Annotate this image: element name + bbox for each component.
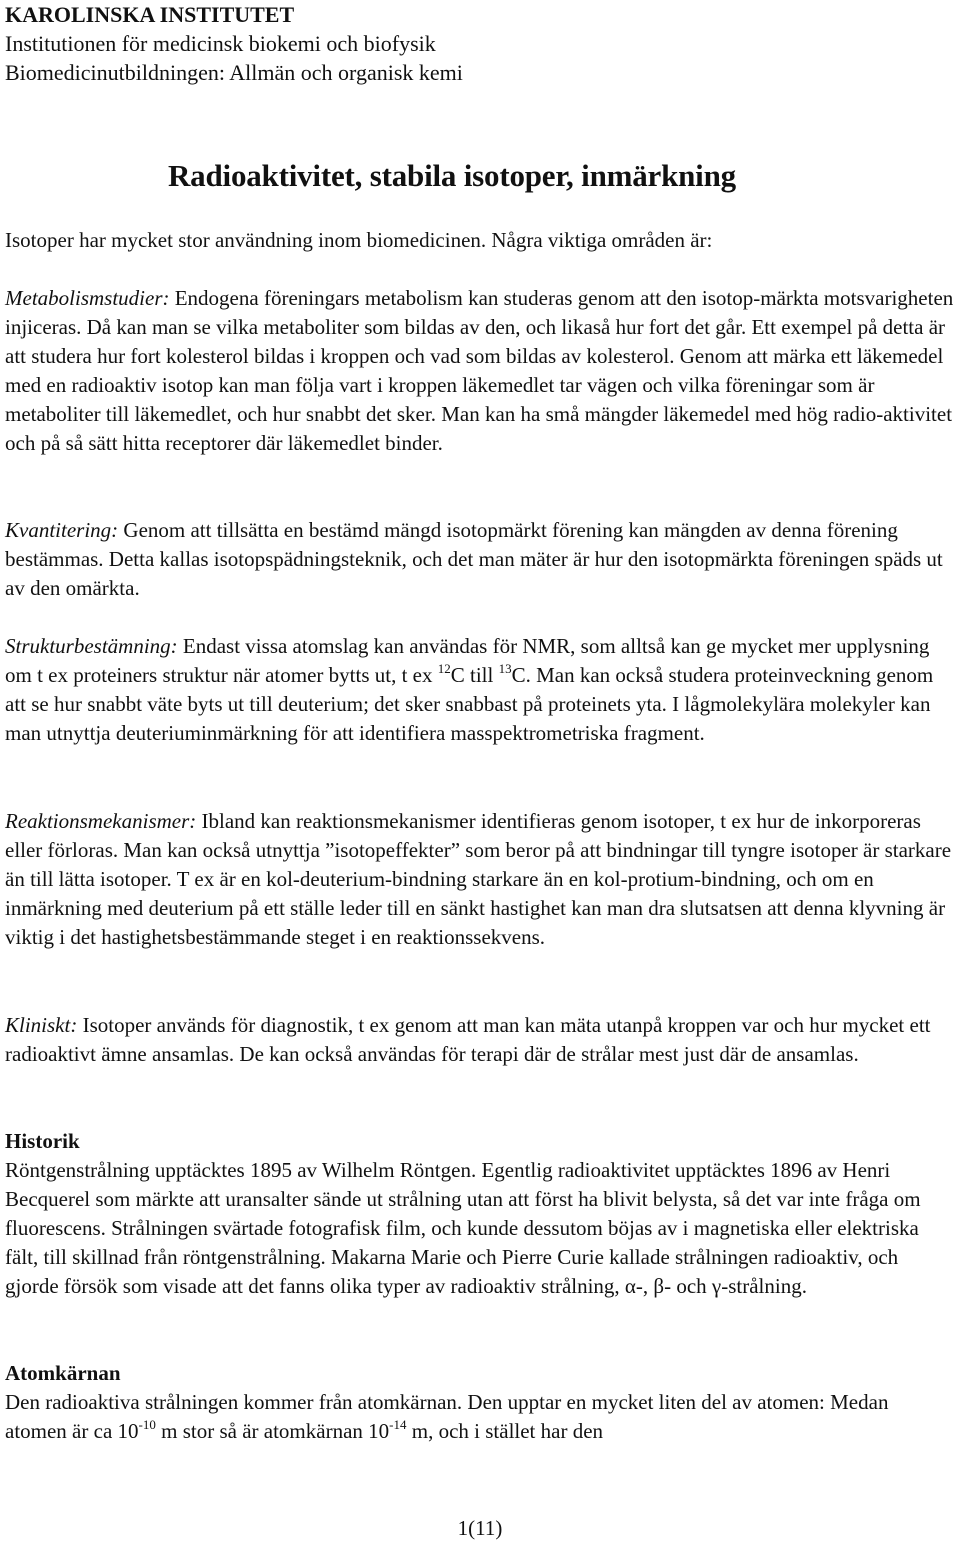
nucleus-heading: Atomkärnan: [5, 1361, 121, 1385]
intro-paragraph: [5, 226, 955, 255]
nucleus-superscript-atom: -10: [138, 1417, 156, 1432]
quantitation-text: Genom att tillsätta en bestämd mängd isotopmärkt förening kan mängden av denna förening bestämmas. Detta kallas isotopspädningsteknik, och det man mäter är hur den isotopmärkta föreningen späds ut av den omärkta.: [5, 518, 943, 600]
program-name: Biomedicinutbildningen: Allmän och organisk kemi: [5, 60, 463, 85]
section-history: [5, 1127, 955, 1301]
nucleus-text-a: Den radioaktiva strålningen kommer från atomkärnan. Den upptar en mycket liten del av atomen: Medan atomen är ca 10: [5, 1390, 889, 1443]
mechanisms-text: Ibland kan reaktionsmekanismer identifieras genom isotoper, t ex hur de inkorporeras eller förloras. Man kan också utnyttja ”isotopeffekter” som beror på att bindningar till tyngre isotoper är starkare än till lätta isotoper. T ex är en kol-deuterium-bindning starkare än en kol-protium-bindning, och om en inmärkning med deuterium på ett ställe leder till en sänkt hastighet kan man dra slutsatsen att denna klyvning är viktig i det hastighetsbestämmande steget i en reaktionssekvens.: [5, 809, 952, 949]
history-text: Röntgenstrålning upptäcktes 1895 av Wilhelm Röntgen. Egentlig radioaktivitet upptäcktes 1896 av Henri Becquerel som märkte att uransalter sände ut strålning utan att först ha blivit belysta, så det var inte fråga om fluorescens. Strålningen svärtade fotografisk film, och kunde dessutom böjas av i magnetiska eller elektriska fält, till skillnad från röntgenstrålning. Makarna Marie och Pierre Curie kallade strålningen radioaktiv, och gjorde försök som visade att det fanns olika typer av radioaktiv strålning, α-, β- och γ-strålning.: [5, 1158, 921, 1298]
section-structure: [5, 632, 955, 748]
structure-text-c: C. Man kan också studera proteinveckning genom att se hur snabbt väte byts ut till deuterium; det sker snabbast på proteinets yta. I lågmolekylära molekyler kan man utnyttja deuteriuminmärkning för att identifiera masspektrometriska fragment.: [5, 663, 934, 745]
metabolism-label: Metabolismstudier:: [5, 286, 170, 310]
quantitation-label: Kvantitering:: [5, 518, 119, 542]
section-metabolism: [5, 284, 955, 458]
nucleus-text-b: m stor så är atomkärnan 10: [155, 1419, 390, 1443]
metabolism-text: Endogena föreningars metabolism kan studeras genom att den isotop-märkta motsvarigheten injiceras. Då kan man se vilka metaboliter som bildas av den, och likaså hur fort det går. Ett exempel på detta är att studera hur fort kolesterol bildas i kroppen och vad som bildas av kolesterol. Genom att märka ett läkemedel med en radioaktiv isotop kan man följa vart i kroppen läkemedlet tar vägen och vilka föreningar som är metaboliter till läkemedlet, och hur snabbt det sker. Man kan ha små mängder läkemedel med hög radio-aktivitet och på så sätt hitta receptorer där läkemedlet binder.: [5, 286, 954, 455]
department-name: Institutionen för medicinsk biokemi och biofysik: [5, 31, 436, 56]
section-quantitation: [5, 516, 955, 603]
intro-text: Isotoper har mycket stor användning inom biomedicinen. Några viktiga områden är:: [5, 228, 713, 252]
clinical-text: Isotoper används för diagnostik, t ex genom att man kan mäta utanpå kroppen var och hur mycket ett radioaktivt ämne ansamlas. De kan också användas för terapi där de strålar mest just där de ansamlas.: [5, 1013, 931, 1066]
page-title: Radioaktivitet, stabila isotoper, inmärkning: [168, 158, 736, 193]
clinical-label: Kliniskt:: [5, 1013, 78, 1037]
history-heading: Historik: [5, 1129, 80, 1153]
document-header: [5, 0, 463, 87]
nucleus-superscript-core: -14: [389, 1417, 407, 1432]
nucleus-text-c: m, och i stället har den: [406, 1419, 604, 1443]
section-clinical: [5, 1011, 955, 1069]
structure-text-b: C till: [450, 663, 499, 687]
section-nucleus: [5, 1359, 955, 1446]
structure-text-a: Endast vissa atomslag kan användas för NMR, som alltså kan ge mycket mer upplysning om t ex proteiners struktur när atomer bytts ut, t ex: [5, 634, 930, 687]
structure-superscript-13: 13: [498, 661, 512, 676]
structure-label: Strukturbestämning:: [5, 634, 178, 658]
mechanisms-label: Reaktionsmekanismer:: [5, 809, 197, 833]
structure-superscript-12: 12: [437, 661, 451, 676]
section-mechanisms: [5, 807, 955, 952]
institution-name: KAROLINSKA INSTITUTET: [5, 2, 295, 27]
page-number: 1(11): [457, 1516, 503, 1540]
